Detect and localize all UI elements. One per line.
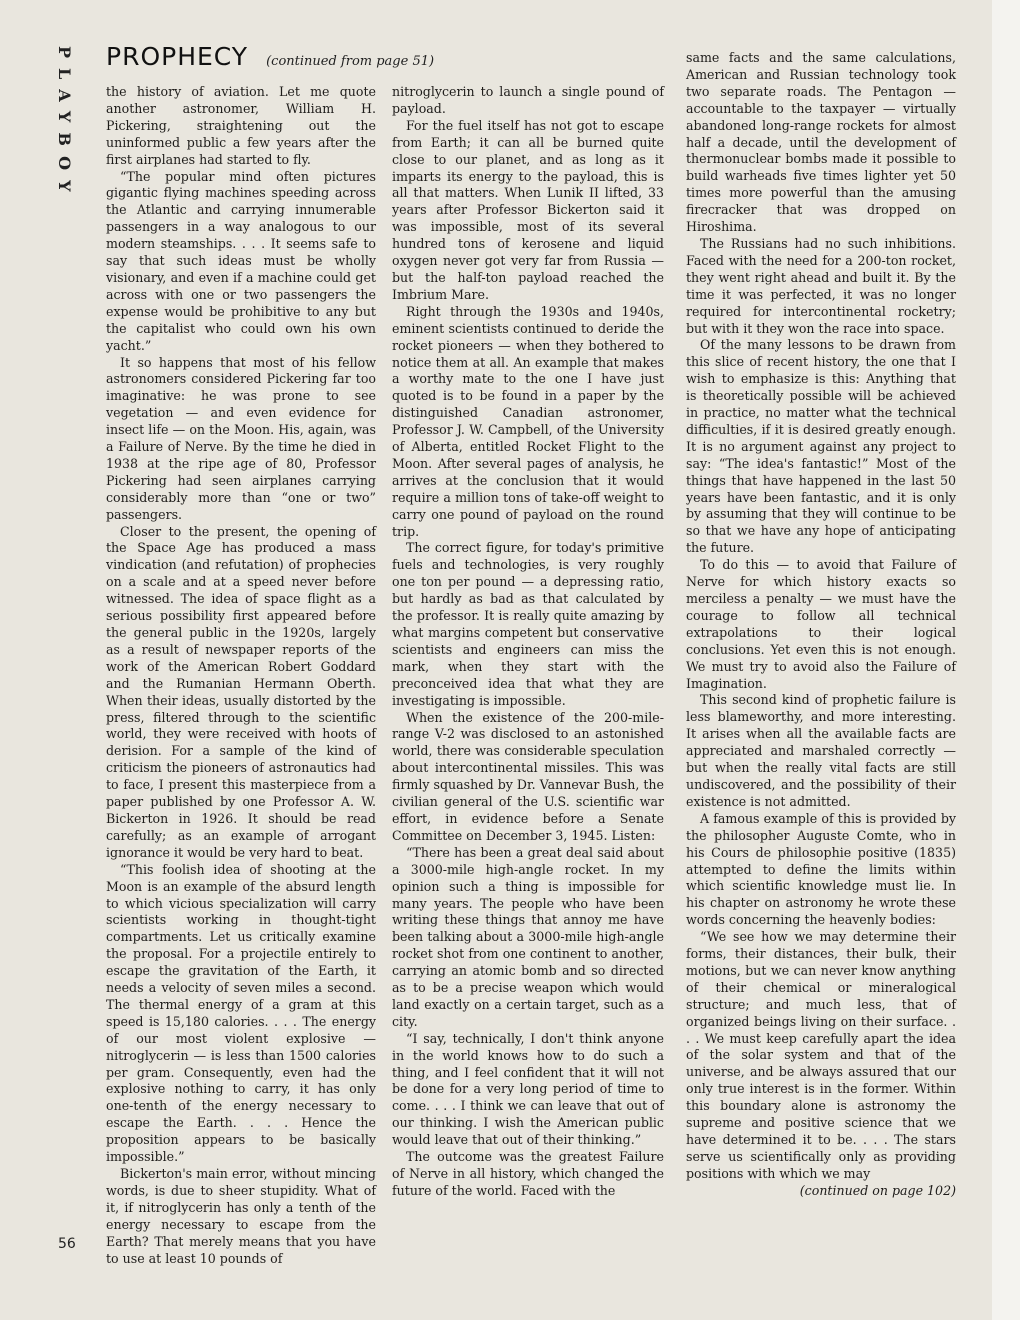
magazine-logo (52, 46, 74, 202)
text-column-3 (686, 50, 956, 1200)
paragraph: This second kind of prophetic failure is less blameworthy, and more interesting. It arises when all the available facts are appreciated and marshaled correctly — but when the really vital facts are still undiscovered, and the possibility of their existence is not admitted. (686, 692, 956, 809)
paragraph: The Russians had no such inhibitions. Faced with the need for a 200-ton rocket, they went right ahead and built it. By the time it was perfected, it was no longer required for intercontinental rocketry; but with it they won the race into space. (686, 235, 956, 336)
paragraph: nitroglycerin to launch a single pound of payload. (392, 84, 664, 116)
paragraph: Of the many lessons to be drawn from this slice of recent history, the one that I wish to emphasize is this: Anything that is theoretically possible will be achieved in practice, no matter what the technical difficulties, if it is desired greatly enough. It is no argument against any project to say: “The idea's fantastic!” Most of the things that have happened in the last 50 years have been fantastic, and it is only by assuming that they will continue to be so that we have any hope of anticipating the future. (686, 337, 956, 556)
paragraph: “This foolish idea of shooting at the Moon is an example of the absurd length to which vicious specialization will carry scientists working in thought-tight compartments. Let us critically examine the proposal. For a projectile entirely to escape the gravitation of the Earth, it needs a velocity of seven miles a second. The thermal energy of a gram at this speed is 15,180 calories. . . . The energy of our most violent explosive — nitroglycerin — is less than 1500 calories per gram. Consequently, even had the explosive nothing to carry, it has only one-tenth of the energy necessary to escape the Earth. . . . Hence the proposition appears to be basically impossible.” (106, 861, 376, 1165)
continued-on-note: (continued on page 102) (799, 1182, 956, 1198)
paragraph: The outcome was the greatest Failure of Nerve in all history, which changed the future of the world. Faced with the (392, 1149, 664, 1198)
page-number: 56 (58, 1236, 76, 1252)
paragraph: same facts and the same calculations, American and Russian technology took two separate roads. The Pentagon — accountable to the taxpayer — virtually abandoned long-range rockets for almost half a decade, until the development of thermonuclear bombs made it possible to build warheads five times lighter yet 50 times more powerful than the amusing firecracker that was dropped on Hiroshima. (686, 50, 956, 235)
paragraph: For the fuel itself has not got to escape from Earth; it can all be burned quite close to our planet, and as long as it imparts its energy to the payload, this is all that matters. When Lunik II lifted, 33 years after Professor Bickerton said it was impossible, most of its several hundred tons of kerosene and liquid oxygen never got very far from Russia — but the half-ton payload reached the Imbrium Mare. (392, 117, 664, 302)
paragraph: When the existence of the 200-mile-range V-2 was disclosed to an astonished world, there was considerable speculation about intercontinental missiles. This was firmly squashed by Dr. Vannevar Bush, the civilian general of the U.S. scientific war effort, in evidence before a Senate Committee on December 3, 1945. Listen: (392, 709, 665, 843)
text-column-2 (392, 84, 664, 1200)
paragraph: Closer to the present, the opening of the Space Age has produced a mass vindication (and refutation) of prophecies on a scale and at a speed never before witnessed. The idea of space flight as a serious possibility first appeared before the general public in the 1920s, largely as a result of newspaper reports of the work of the American Robert Goddard and the Rumanian Hermann Oberth. When their ideas, usually distorted by the press, filtered through to the scientific world, they were received with hoots of derision. For a sample of the kind of criticism the pioneers of astronautics had to face, I present this masterpiece from a paper published by one Professor A. W. Bickerton in 1926. It should be read carefully; as an example of arrogant ignorance it would be very hard to beat. (106, 523, 376, 860)
paragraph: “The popular mind often pictures gigantic flying machines speeding across the Atlantic and carrying innumerable passengers in a way analogous to our modern steamships. . . . It seems safe to say that such ideas must be wholly visionary, and even if a machine could get across with one or two passengers the expense would be prohibitive to any but the capitalist who could own his own yacht.” (106, 168, 376, 353)
paragraph: The correct figure, for today's primitive fuels and technologies, is very roughly one ton per pound — a depressing ratio, but hardly as bad as that calculated by the professor. It is really quite amazing by what margins competent but conservative scientists and engineers can miss the mark, when they start with the preconceived idea that what they are investigating is impossible. (392, 540, 664, 708)
page-edge (992, 0, 1020, 1320)
paragraph: “We see how we may determine their forms, their distances, their bulk, their motions, but we can never know anything of their chemical or mineralogical structure; and much less, that of organized beings living on their surface. . . . We must keep carefully apart the idea of the solar system and that of the universe, and be always assured that our only true interest is in the former. Within this boundary alone is astronomy the supreme and positive science that we have determined it to be. . . . The stars serve us scientifically only as providing positions with which we may (686, 929, 956, 1181)
paragraph: A famous example of this is provided by the philosopher Auguste Comte, who in his Cours de philosophie positive (1835) attempted to define the limits within which scientific knowledge must lie. In his chapter on astronomy he wrote these words concerning the heavenly bodies: (686, 810, 956, 928)
continued-from-note: (continued from page 51) (266, 54, 435, 69)
paragraph: “There has been a great deal said about a 3000-mile high-angle rocket. In my opinion such a thing is impossible for many years. The people who have been writing these things that annoy me have been talking about a 3000-mile high-angle rocket shot from one continent to another, carrying an atomic bomb and so directed as to be a precise weapon which would land exactly on a certain target, such as a city. (392, 844, 664, 1029)
article-title: PROPHECY (106, 42, 249, 71)
paragraph: the history of aviation. Let me quote another astronomer, William H. Pickering, straightening out the uninformed public a few years after the first airplanes had started to fly. (106, 84, 376, 167)
magazine-name: PLAYBOY (55, 46, 74, 202)
text-column-1 (106, 84, 376, 1267)
article-header (106, 42, 686, 76)
paragraph: It so happens that most of his fellow astronomers considered Pickering far too imaginative: he was prone to see vegetation — and even evidence for insect life — on the Moon. His, again, was a Failure of Nerve. By the time he died in 1938 at the ripe age of 80, Professor Pickering had seen airplanes carrying considerably more than “one or two” passengers. (106, 354, 376, 522)
paragraph: Bickerton's main error, without mincing words, is due to sheer stupidity. What of it, if nitroglycerin has only a tenth of the energy necessary to escape from the Earth? That merely means that you have to use at least 10 pounds of (106, 1166, 376, 1266)
paragraph: “I say, technically, I don't think anyone in the world knows how to do such a thing, and I feel confident that it will not be done for a very long period of time to come. . . . I think we can leave that out of our thinking. I wish the American public would leave that out of their thinking.” (392, 1030, 664, 1148)
paragraph: Right through the 1930s and 1940s, eminent scientists continued to deride the rocket pioneers — when they bothered to notice them at all. An example that makes a worthy mate to the one I have just quoted is to be found in a paper by the distinguished Canadian astronomer, Professor J. W. Campbell, of the University of Alberta, entitled Rocket Flight to the Moon. After several pages of analysis, he arrives at the conclusion that it would require a million tons of take-off weight to carry one pound of payload on the round trip. (392, 303, 664, 539)
paragraph: To do this — to avoid that Failure of Nerve for which history exacts so merciless a penalty — we must have the courage to follow all technical extrapolations to their logical conclusions. Yet even this is not enough. We must try to avoid also the Failure of Imagination. (686, 557, 956, 691)
